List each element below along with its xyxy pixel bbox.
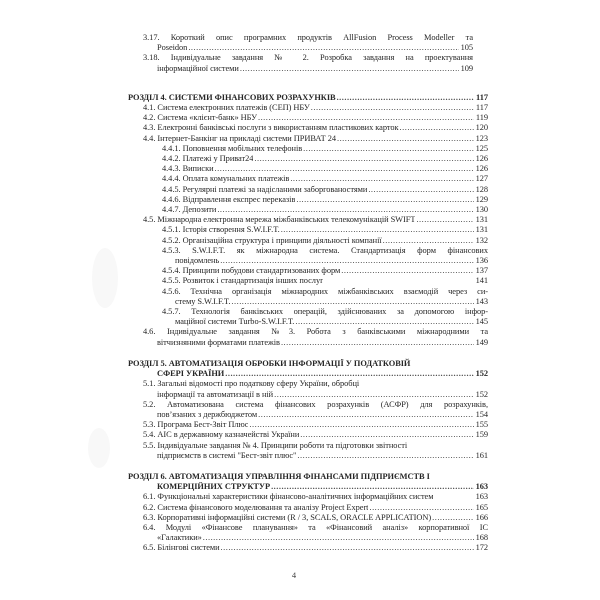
toc-entry-text: інформації та автоматизації в ній — [157, 389, 274, 399]
dot-leader — [295, 317, 473, 327]
toc-entry-text: Poseidon — [157, 43, 188, 53]
toc-entry-text: 4.4.3. Виписки — [162, 164, 214, 174]
dot-leader — [203, 533, 474, 543]
toc-entry — [128, 53, 488, 73]
toc-page-number: 143 — [475, 296, 488, 306]
toc-entry — [128, 420, 488, 430]
toc-entry — [128, 276, 488, 286]
dot-leader — [296, 195, 473, 205]
toc-entry-text: 4.5.7. Технологія банківських операцій, здійснюваних за допомогою інфор- — [162, 307, 488, 317]
toc-page-number: 109 — [460, 63, 473, 73]
toc-entry-text: 4.4.4. Оплата комунальних платежів — [162, 174, 290, 184]
toc-page-number: 136 — [475, 256, 488, 266]
toc-entry-text: 4.4. Інтернет-Банкінг на прикладі системи ПРИВАТ 24 — [143, 133, 336, 143]
dot-leader — [300, 430, 473, 440]
toc-page-number: 154 — [475, 409, 488, 419]
toc-page-number: 125 — [475, 143, 488, 153]
toc-entry — [128, 113, 488, 123]
toc-entry-text: стему S.W.I.F.T. — [175, 296, 231, 306]
dot-leader — [337, 134, 474, 144]
toc-entry-text: 5.4. АІС в державному казначействі України — [143, 430, 300, 440]
toc-page-number: 161 — [475, 450, 488, 460]
toc-entry-text: 4.5.4. Принципи побудови стандартизованих форм — [162, 266, 341, 276]
toc-entry — [128, 543, 488, 553]
toc-entry-text: «Галактики» — [157, 533, 202, 543]
toc-page-number: 149 — [475, 337, 488, 347]
toc-entry — [128, 154, 488, 164]
toc-entry — [128, 307, 488, 327]
toc-entry-text: 3.18. Індивідуальне завдання № 2. Розробка завдання на проектування — [143, 53, 473, 63]
toc-page-number: 152 — [475, 369, 488, 379]
toc-page-number: 132 — [475, 235, 488, 245]
toc-page-number: 131 — [475, 225, 488, 235]
toc-page-number: 131 — [475, 215, 488, 225]
toc-page-number: 166 — [475, 512, 488, 522]
toc-entry — [128, 144, 488, 154]
toc-entry — [128, 134, 488, 144]
dot-leader — [221, 543, 474, 553]
dot-leader — [400, 123, 474, 133]
toc-entry-text: повідомлень — [175, 256, 220, 266]
dot-leader — [341, 266, 473, 276]
toc-entry-text: вітчизняними форматами платежів — [157, 337, 280, 347]
toc-entry-text: 3.17. Короткий опис програмних продуктів AllFusion Process Modeller та — [143, 33, 473, 42]
toc-entry-text: 4.4.6. Відправлення експрес переказів — [162, 194, 296, 204]
toc-entry — [128, 503, 488, 513]
dot-leader — [281, 338, 474, 348]
dot-leader — [271, 482, 474, 492]
toc-page-number: 129 — [475, 194, 488, 204]
dot-leader — [303, 144, 473, 154]
dot-leader — [432, 513, 473, 523]
toc-entry-text: РОЗДІЛ 4. СИСТЕМИ ФІНАНСОВИХ РОЗРАХУНКІВ — [128, 92, 336, 102]
toc-entry — [128, 33, 488, 53]
toc-page-number: 159 — [475, 430, 488, 440]
toc-entry — [128, 266, 488, 276]
toc-entry — [128, 225, 488, 235]
toc-entry — [128, 93, 488, 103]
toc-page-number: 165 — [475, 502, 488, 512]
toc-entry — [128, 164, 488, 174]
toc-entry — [128, 174, 488, 184]
dot-leader — [290, 174, 473, 184]
toc-page-number: 168 — [475, 533, 488, 543]
toc-entry-text: РОЗДІЛ 5. АВТОМАТИЗАЦІЯ ОБРОБКИ ІНФОРМАЦІЇ У ПОДАТКОВІЙ — [128, 358, 411, 368]
scan-smudge — [88, 428, 110, 468]
toc-entry-text: 4.5.5. Розвиток і стандартизація інших послуг — [162, 276, 324, 286]
toc-entry-text: 4.2. Система «клієнт-банк» НБУ — [143, 113, 257, 123]
toc-entry-text: 4.5.3. S.W.I.F.T. як міжнародна система. Стандартизація форм фінансових — [162, 245, 488, 255]
toc-entry — [128, 205, 488, 215]
toc-entry — [128, 523, 488, 543]
toc-entry-text: 5.5. Індивідуальне завдання № 4. Принципи роботи та підготовки звітності — [143, 440, 408, 450]
toc-entry — [128, 236, 488, 246]
dot-leader — [215, 164, 474, 174]
toc-entry — [128, 246, 488, 266]
toc-entry-text: 6.1. Функціональні характеристики фінансово-аналітичних інформаційних систем — [143, 492, 434, 502]
toc-entry-text: 4.6. Індивідуальне завдання №3. Робота з банківськими міжнародними та — [143, 327, 488, 337]
dot-leader — [254, 154, 473, 164]
page-number: 4 — [291, 570, 297, 580]
dot-leader — [368, 185, 473, 195]
toc-entry — [128, 441, 488, 461]
toc-entry — [128, 400, 488, 420]
toc-entry-text: 6.3. Корпоративні інформаційні системи (R / 3, SCALS, ORACLE APPLICATION) — [143, 512, 432, 522]
toc-entry-text: 4.4.5. Регулярні платежі за надісланими заборгованостями — [162, 184, 368, 194]
toc-page-number: 155 — [475, 420, 488, 430]
dot-leader — [281, 225, 474, 235]
dot-leader — [258, 113, 474, 123]
toc-entry — [128, 430, 488, 440]
toc-entry-text: 4.5.1. Історія створення S.W.I.F.T. — [162, 225, 280, 235]
toc-entry-text: 4.3. Електронні банківські послуги з використанням пластикових карток — [143, 123, 399, 133]
toc-page-number: 105 — [460, 43, 473, 53]
toc-entry — [128, 513, 488, 523]
toc-entry — [128, 195, 488, 205]
toc-entry-text: підприємств в системі "Бест-звіт плюс" — [157, 450, 297, 460]
toc-entry-text: 4.1. Система електронних платежів (СЕП) НБУ — [143, 103, 310, 113]
toc-entry-text: 4.5.6. Технічна організація міжнародних міжбанківських взаємодій через си- — [162, 286, 488, 296]
toc-page-number: 128 — [475, 184, 488, 194]
toc-entry — [128, 215, 488, 225]
toc-entry — [128, 379, 488, 399]
toc-entry-text: СФЕРІ УКРАЇНИ — [157, 369, 225, 379]
toc-entry — [128, 492, 488, 502]
toc-entry — [128, 123, 488, 133]
toc-page-number: 120 — [475, 123, 488, 133]
dot-leader — [337, 93, 474, 103]
toc-entry — [128, 472, 488, 492]
toc-entry-text: 6.4. Модулі «Фінансове планування» та «Фінансовий аналіз» корпоративної ІС — [143, 522, 488, 532]
toc-page-number: 117 — [475, 103, 488, 113]
toc-entry-text: 4.4.7. Депозити — [162, 205, 217, 215]
toc-page-number: 130 — [475, 205, 488, 215]
toc-entry-text: інформаційної системи — [157, 63, 239, 73]
dot-leader — [217, 205, 473, 215]
toc-page-number: 152 — [475, 389, 488, 399]
toc-page-number: 145 — [475, 317, 488, 327]
dot-leader — [249, 420, 473, 430]
toc-page-number: 123 — [475, 133, 488, 143]
dot-leader — [220, 256, 473, 266]
toc-entry-text: КОМЕРЦІЙНИХ СТРУКТУР — [157, 482, 271, 492]
toc-page-number: 172 — [475, 543, 488, 553]
toc-page-number: 126 — [475, 154, 488, 164]
toc-page-number: 126 — [475, 164, 488, 174]
dot-leader — [383, 236, 474, 246]
toc-entry — [128, 359, 488, 379]
toc-page-number: 127 — [475, 174, 488, 184]
toc-entry-text: 4.4.1. Поповнення мобільних телефонів — [162, 143, 303, 153]
toc-page-number: 163 — [475, 492, 488, 502]
toc-page-number: 163 — [475, 482, 488, 492]
toc-entry-text: 5.3. Програма Бест-Звіт Плюс — [143, 420, 249, 430]
toc-entry-text: 6.5. Білінгові системи — [143, 543, 220, 553]
toc-page-number: 141 — [475, 276, 488, 286]
toc-entry-text: 4.5. Міжнародна електронна мережа міжбанківських телекомунікацій SWIFT — [143, 215, 416, 225]
toc-entry-text: 4.4.2. Платежі у Приват24 — [162, 154, 254, 164]
toc-entry-text: 4.5.2. Організаційна структура і принципи діяльності компанії — [162, 235, 382, 245]
dot-leader — [274, 390, 473, 400]
toc-entry-text: РОЗДІЛ 6. АВТОМАТИЗАЦІЯ УПРАВЛІННЯ ФІНАНСАМИ ПІДПРИЄМСТВ І — [128, 471, 430, 481]
dot-leader — [231, 297, 473, 307]
toc-entry — [128, 287, 488, 307]
toc-page-number: 137 — [475, 266, 488, 276]
toc-entry-text: 5.1. Загальні відомості про податкову сферу України, обробці — [143, 379, 360, 389]
dot-leader — [311, 103, 474, 113]
scan-smudge — [92, 248, 118, 308]
toc-entry-text: 6.2. Система фінансового моделювання та аналізу Project Expert — [143, 502, 369, 512]
toc-entry — [128, 327, 488, 347]
dot-leader — [188, 43, 458, 53]
toc-entry-text: пов’язаних з держбюджетом — [157, 409, 258, 419]
dot-leader — [258, 410, 473, 420]
toc-page-number: 117 — [476, 92, 488, 102]
toc-entry — [128, 185, 488, 195]
toc-page-number: 119 — [475, 113, 488, 123]
dot-leader — [297, 451, 473, 461]
toc-entry-text: 5.2. Автоматизована система фінансових розрахунків (АСФР) для розрахунків, — [143, 399, 488, 409]
dot-leader — [369, 503, 473, 513]
toc-list — [128, 33, 488, 554]
toc-entry-text: маційної системи Turbo-S.W.I.F.T. — [175, 317, 295, 327]
dot-leader — [240, 64, 459, 74]
dot-leader — [416, 215, 473, 225]
toc-entry — [128, 103, 488, 113]
dot-leader — [225, 369, 473, 379]
